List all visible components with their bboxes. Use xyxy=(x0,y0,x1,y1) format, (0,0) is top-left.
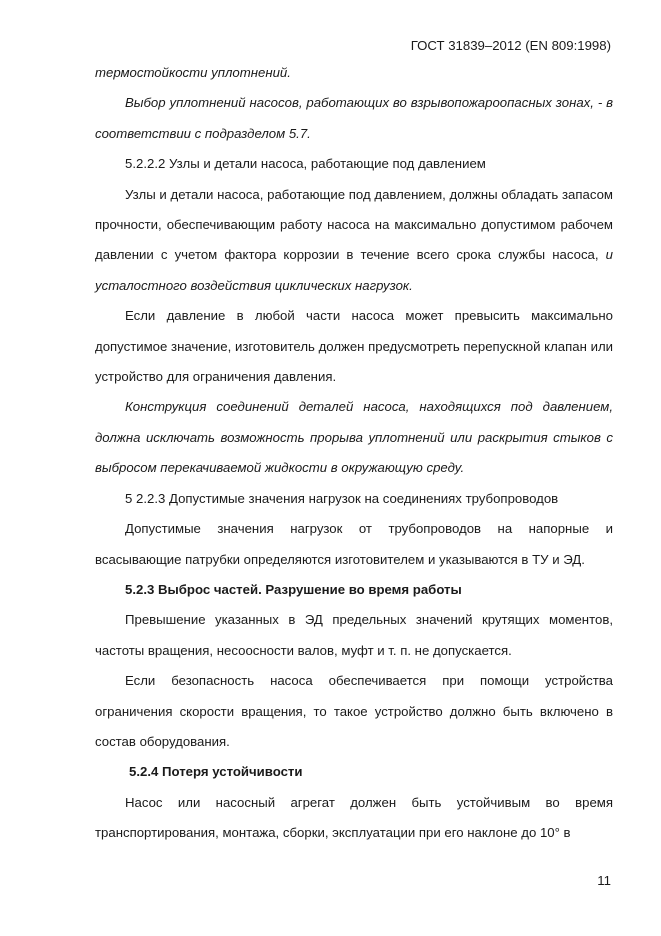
paragraph xyxy=(95,788,613,849)
text-segment: 5 2.2.3 Допустимые значения нагрузок на соединениях трубопроводов xyxy=(125,490,559,506)
text-segment: Превышение указанных в ЭД предельных значений крутящих моментов, частоты вращения, несоосности валов, муфт и т. п. не допускается. xyxy=(95,612,613,658)
paragraph xyxy=(95,58,613,88)
text-segment: Насос или насосный агрегат должен быть устойчивым во время транспортирования, монтажа, сборки, эксплуатации при его наклоне до 10° в xyxy=(95,794,613,841)
page-number: 11 xyxy=(597,873,611,888)
body-text xyxy=(95,58,613,849)
paragraph xyxy=(95,666,613,757)
paragraph xyxy=(95,514,613,575)
paragraph xyxy=(95,180,613,302)
paragraph xyxy=(95,392,613,483)
paragraph xyxy=(95,88,613,149)
text-segment: Конструкция соединений деталей насоса, находящихся под давлением, должна исключать возможность прорыва уплотнений или раскрытия стыков с выбросом перекачиваемой жидкости в окружающую среду. xyxy=(95,399,613,476)
paragraph xyxy=(95,149,613,179)
text-segment: Узлы и детали насоса, работающие под давлением, должны обладать запасом прочности, обеспечивающим работу насоса на максимально допустимом рабочем давлении с учетом фактора коррозии в течение всего срока службы насоса, xyxy=(95,186,613,263)
document-header: ГОСТ 31839–2012 (EN 809:1998) xyxy=(410,38,611,53)
text-segment: Если давление в любой части насоса может превысить максимально допустимое значение, изготовитель должен предусмотреть перепускной клапан или устройство для ограничения давления. xyxy=(95,308,613,385)
text-segment: Если безопасность насоса обеспечивается при помощи устройства ограничения скорости вращения, то такое устройство должно быть включено в состав оборудования. xyxy=(95,673,613,749)
paragraph xyxy=(95,484,613,514)
text-segment: и усталостного воздействия циклических нагрузок. xyxy=(95,247,613,293)
section-heading xyxy=(95,575,613,605)
paragraph xyxy=(95,301,613,392)
section-heading xyxy=(95,757,613,787)
text-segment: Выбор уплотнений насосов, работающих во взрывопожароопасных зонах, - в соответствии с подразделом 5.7. xyxy=(95,95,613,141)
text-segment: Допустимые значения нагрузок от трубопроводов на напорные и всасывающие патрубки определяются изготовителем и указываются в ТУ и ЭД. xyxy=(95,521,613,567)
text-segment: 5.2.4 Потеря устойчивости xyxy=(129,764,303,780)
text-segment: термостойкости уплотнений. xyxy=(95,65,291,80)
text-segment: 5.2.3 Выброс частей. Разрушение во время работы xyxy=(125,581,462,597)
text-segment: 5.2.2.2 Узлы и детали насоса, работающие под давлением xyxy=(125,156,486,172)
paragraph xyxy=(95,605,613,666)
